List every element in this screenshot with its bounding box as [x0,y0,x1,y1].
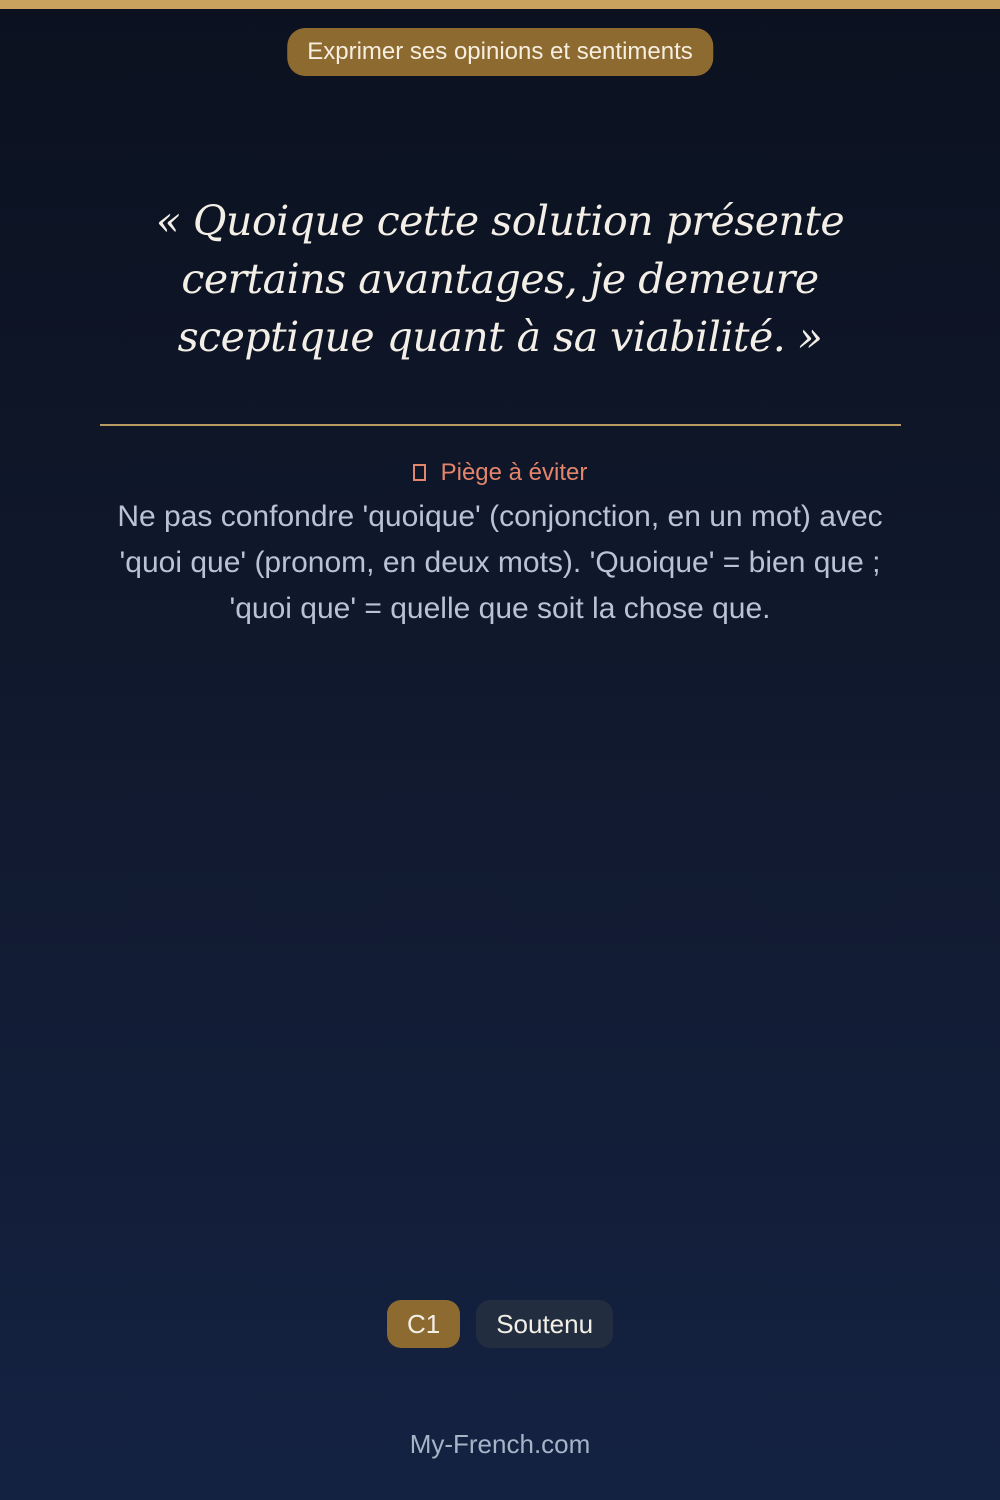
site-footer: My-French.com [409,1429,591,1459]
register-badge: Soutenu [476,1300,613,1348]
pitfall-explanation: Ne pas confondre 'quoique' (conjonction, en un mot) avec 'quoi que' (pronom, en deux mots). 'Quoique' = bien que ; 'quoi que' = quelle que soit la chose que. [117,500,883,625]
top-accent-bar [0,0,1000,9]
divider [100,424,901,426]
pitfall-title: Piège à éviter [440,459,588,486]
warning-box-icon [413,464,426,481]
example-quote: « Quoique cette solution présente certains avantages, je demeure sceptique quant à sa viabilité. » [155,197,845,361]
level-badge: C1 [387,1300,460,1348]
pitfall-heading [0,457,1000,489]
badge-row [0,1300,1000,1348]
topic-badge: Exprimer ses opinions et sentiments [287,28,713,76]
